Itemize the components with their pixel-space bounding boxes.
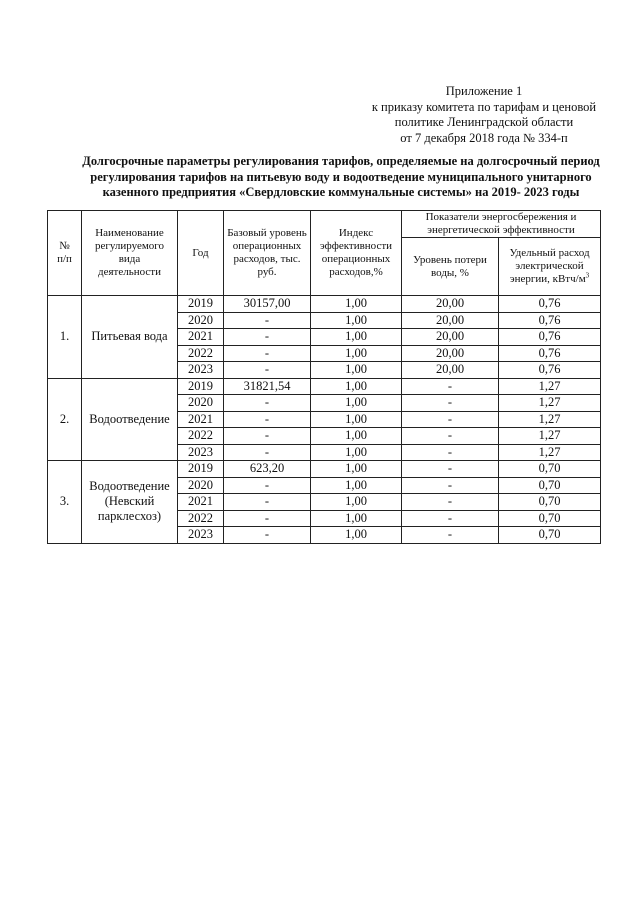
index-cell: 1,00: [311, 362, 402, 379]
energy-cell: 0,76: [499, 312, 601, 329]
loss-cell: 20,00: [402, 362, 499, 379]
year-cell: 2019: [178, 461, 224, 478]
year-cell: 2022: [178, 510, 224, 527]
appendix-heading: [340, 84, 628, 146]
base-cell: -: [224, 395, 311, 412]
loss-cell: 20,00: [402, 296, 499, 313]
year-cell: 2022: [178, 428, 224, 445]
year-cell: 2021: [178, 411, 224, 428]
group-3: [48, 461, 601, 544]
energy-cell: 0,76: [499, 329, 601, 346]
header-year: Год: [178, 211, 224, 296]
index-cell: 1,00: [311, 428, 402, 445]
index-cell: 1,00: [311, 329, 402, 346]
base-cell: -: [224, 494, 311, 511]
energy-cell: 0,70: [499, 527, 601, 544]
base-cell: -: [224, 477, 311, 494]
group-number: 3.: [48, 461, 82, 544]
index-cell: 1,00: [311, 378, 402, 395]
index-cell: 1,00: [311, 395, 402, 412]
year-cell: 2023: [178, 362, 224, 379]
title-line-3: казенного предприятия «Свердловские коммунальные системы» на 2019- 2023 годы: [102, 185, 580, 199]
energy-cell: 1,27: [499, 428, 601, 445]
year-cell: 2020: [178, 395, 224, 412]
table-row: [48, 461, 601, 478]
group-2: [48, 378, 601, 461]
loss-cell: -: [402, 411, 499, 428]
group-activity-name: Водоотведение: [82, 378, 178, 461]
group-1: [48, 296, 601, 379]
title-line-2: регулирования тарифов на питьевую воду и водоотведение муниципального унитарного: [90, 169, 592, 184]
appendix-title: Приложение 1: [445, 84, 523, 98]
base-cell: -: [224, 329, 311, 346]
loss-cell: -: [402, 378, 499, 395]
loss-cell: -: [402, 494, 499, 511]
table-row: [48, 378, 601, 395]
energy-cell: 0,70: [499, 510, 601, 527]
base-cell: -: [224, 510, 311, 527]
loss-cell: 20,00: [402, 345, 499, 362]
header-energy-indicators: Показатели энергосбережения и энергетической эффективности: [402, 211, 601, 238]
base-cell: 30157,00: [224, 296, 311, 313]
base-cell: 623,20: [224, 461, 311, 478]
index-cell: 1,00: [311, 510, 402, 527]
index-cell: 1,00: [311, 461, 402, 478]
energy-cell: 1,27: [499, 395, 601, 412]
base-cell: -: [224, 411, 311, 428]
year-cell: 2023: [178, 527, 224, 544]
index-cell: 1,00: [311, 296, 402, 313]
base-cell: -: [224, 345, 311, 362]
year-cell: 2019: [178, 296, 224, 313]
base-cell: -: [224, 312, 311, 329]
group-number: 2.: [48, 378, 82, 461]
tariff-parameters-table: [47, 210, 601, 544]
energy-cell: 0,76: [499, 362, 601, 379]
year-cell: 2021: [178, 329, 224, 346]
loss-cell: -: [402, 444, 499, 461]
table-row: [48, 296, 601, 313]
year-cell: 2021: [178, 494, 224, 511]
appendix-date-line: от 7 декабря 2018 года № 334-п: [400, 130, 568, 145]
loss-cell: 20,00: [402, 329, 499, 346]
base-cell: -: [224, 444, 311, 461]
appendix-order-line: к приказу комитета по тарифам и ценовой: [371, 99, 597, 114]
header-energy-consumption: Удельный расход электрической энергии, кВтч/$м^3$: [499, 238, 601, 296]
loss-cell: 20,00: [402, 312, 499, 329]
energy-cell: 1,27: [499, 411, 601, 428]
appendix-committee-line: политике Ленинградской области: [394, 115, 574, 129]
energy-cell: 1,27: [499, 444, 601, 461]
group-number: 1.: [48, 296, 82, 379]
base-cell: -: [224, 362, 311, 379]
header-base-expenses: Базовый уровень операционных расходов, тыс. руб.: [224, 211, 311, 296]
year-cell: 2020: [178, 477, 224, 494]
base-cell: -: [224, 527, 311, 544]
loss-cell: -: [402, 428, 499, 445]
energy-cell: 1,27: [499, 378, 601, 395]
header-efficiency-index: Индекс эффективности операционных расходов,%: [311, 211, 402, 296]
index-cell: 1,00: [311, 312, 402, 329]
energy-cell: 0,70: [499, 461, 601, 478]
year-cell: 2023: [178, 444, 224, 461]
energy-cell: 0,70: [499, 494, 601, 511]
year-cell: 2019: [178, 378, 224, 395]
index-cell: 1,00: [311, 345, 402, 362]
energy-cell: 0,76: [499, 296, 601, 313]
group-activity-name: Питьевая вода: [82, 296, 178, 379]
index-cell: 1,00: [311, 527, 402, 544]
loss-cell: -: [402, 527, 499, 544]
header-water-loss: Уровень потери воды, %: [402, 238, 499, 296]
document-title: [50, 154, 632, 201]
index-cell: 1,00: [311, 494, 402, 511]
base-cell: 31821,54: [224, 378, 311, 395]
energy-cell: 0,70: [499, 477, 601, 494]
loss-cell: -: [402, 510, 499, 527]
base-cell: -: [224, 428, 311, 445]
index-cell: 1,00: [311, 444, 402, 461]
group-activity-name: Водоотведение (Невский парклесхоз): [82, 461, 178, 544]
loss-cell: -: [402, 395, 499, 412]
year-cell: 2020: [178, 312, 224, 329]
title-line-1: Долгосрочные параметры регулирования тарифов, определяемые на долгосрочный период: [82, 154, 600, 168]
index-cell: 1,00: [311, 411, 402, 428]
loss-cell: -: [402, 477, 499, 494]
year-cell: 2022: [178, 345, 224, 362]
loss-cell: -: [402, 461, 499, 478]
header-num: № п/п: [48, 211, 82, 296]
header-activity-name: Наименование регулируемого вида деятельности: [82, 211, 178, 296]
index-cell: 1,00: [311, 477, 402, 494]
energy-cell: 0,76: [499, 345, 601, 362]
